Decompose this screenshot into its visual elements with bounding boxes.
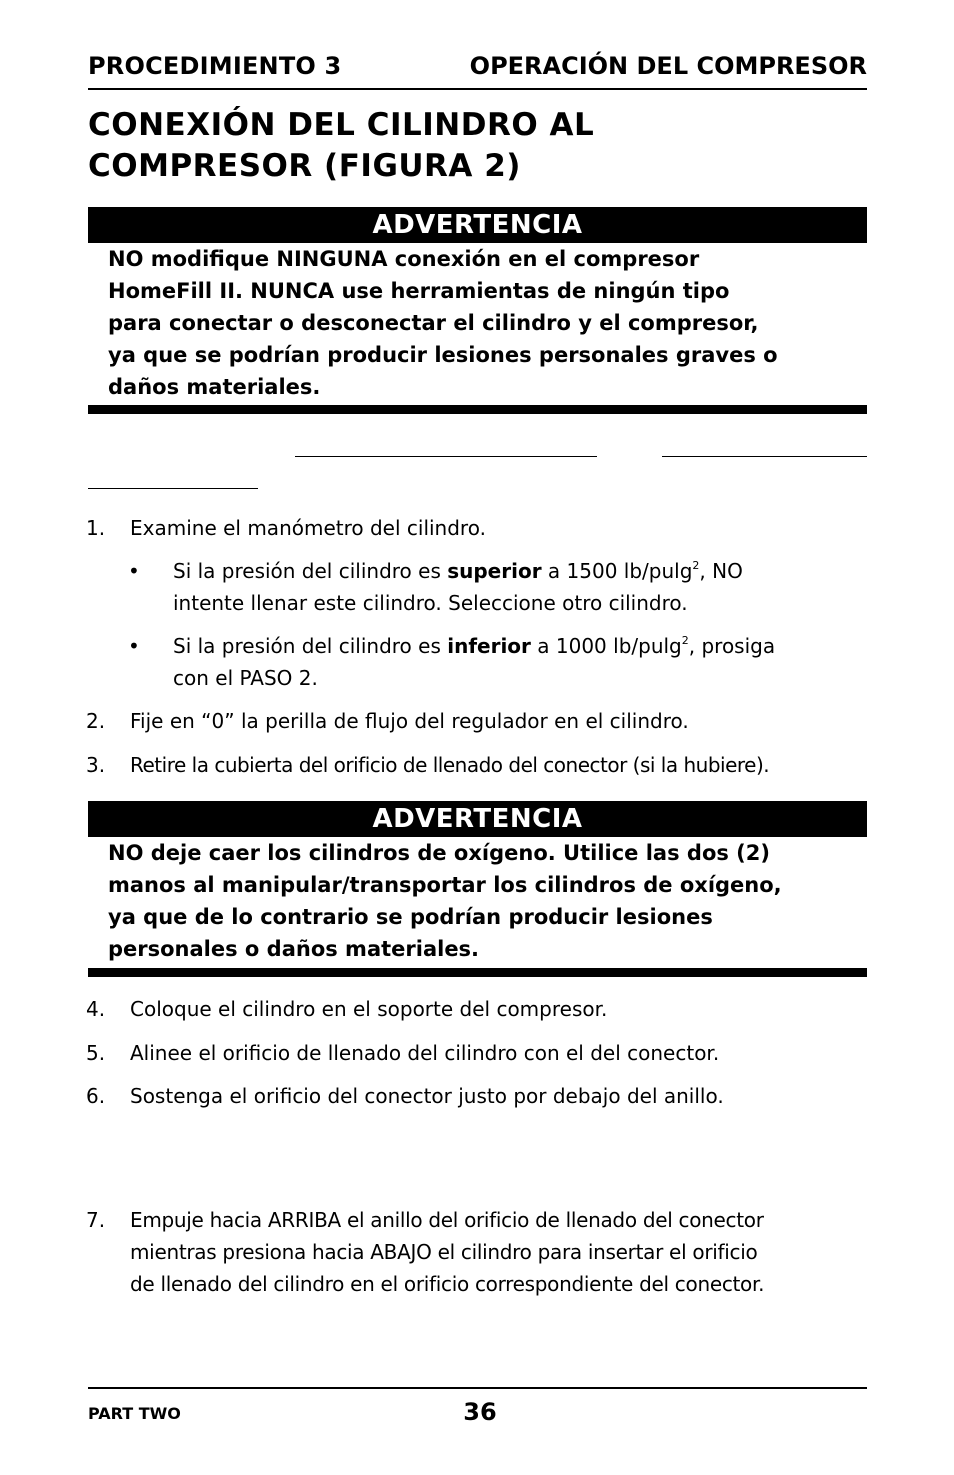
warning-1-line-2: HomeFill II. NUNCA use herramientas de ningún tipo: [108, 279, 730, 303]
page-number: 36: [463, 1398, 497, 1426]
step-text: [130, 1204, 876, 1300]
bullet-dot: •: [128, 634, 140, 658]
bullet-text-post: , prosiga: [688, 634, 776, 658]
warning-2-line-2: manos al manipular/transportar los cilindros de oxígeno,: [108, 873, 782, 897]
step-text: Retire la cubierta del orificio de llenado del conector (si la hubiere).: [130, 753, 770, 777]
warning-text-2: [108, 837, 848, 965]
bullet-text-line-2: con el PASO 2.: [173, 666, 318, 690]
page-title: [88, 105, 867, 187]
warning-1-line-5: daños materiales.: [108, 375, 321, 399]
bullet-text: [173, 555, 853, 619]
bullet-text-pre: Si la presión del cilindro es: [173, 634, 448, 658]
step-text: Alinee el orificio de llenado del cilindro con el del conector.: [130, 1041, 720, 1065]
bullet-text-mid: a 1000 lb/pulg: [530, 634, 682, 658]
step-number: 4.: [86, 997, 106, 1021]
warning-banner-1: ADVERTENCIA: [88, 207, 867, 243]
section-label: PROCEDIMIENTO 3: [88, 52, 342, 80]
bullet-text-line-2: intente llenar este cilindro. Seleccione otro cilindro.: [173, 591, 688, 615]
bullet-text: [173, 630, 853, 694]
warning-text-1: [108, 243, 848, 403]
step-text: Examine el manómetro del cilindro.: [130, 516, 486, 540]
blank-underline-1: [295, 456, 597, 457]
step-text: Coloque el cilindro en el soporte del compresor.: [130, 997, 608, 1021]
step-number: 6.: [86, 1084, 106, 1108]
superscript: 2: [692, 559, 700, 572]
warning-1-line-1: NO modifique NINGUNA conexión en el compresor: [108, 247, 700, 271]
page-title-line-2: COMPRESOR (FIGURA 2): [88, 148, 521, 184]
bullet-text-bold: inferior: [447, 634, 531, 658]
bullet-text-mid: a 1500 lb/pulg: [541, 559, 693, 583]
step-number: 2.: [86, 709, 106, 733]
bullet-text-pre: Si la presión del cilindro es: [173, 559, 448, 583]
step-7-line-2: mientras presiona hacia ABAJO el cilindro para insertar el orificio: [130, 1240, 758, 1264]
warning-2-line-1: NO deje caer los cilindros de oxígeno. Utilice las dos (2): [108, 841, 770, 865]
warning-2-line-4: personales o daños materiales.: [108, 937, 480, 961]
warning-1-bottom-rule: [88, 405, 867, 414]
step-number: 7.: [86, 1208, 106, 1232]
superscript: 2: [681, 634, 689, 647]
footer-part-label: PART TWO: [88, 1404, 181, 1423]
blank-underline-3: [88, 488, 258, 489]
page-header: [88, 50, 867, 90]
warning-1-line-4: ya que se podrían producir lesiones personales graves o: [108, 343, 778, 367]
warning-2-bottom-rule: [88, 968, 867, 977]
warning-banner-2: ADVERTENCIA: [88, 801, 867, 837]
page-title-line-1: CONEXIÓN DEL CILINDRO AL: [88, 107, 595, 143]
bullet-text-bold: superior: [447, 559, 542, 583]
blank-underline-2: [662, 456, 867, 457]
step-7-line-1: Empuje hacia ARRIBA el anillo del orificio de llenado del conector: [130, 1208, 764, 1232]
step-number: 5.: [86, 1041, 106, 1065]
step-text: Sostenga el orificio del conector justo por debajo del anillo.: [130, 1084, 724, 1108]
footer-rule: [88, 1387, 867, 1389]
step-7-line-3: de llenado del cilindro en el orificio correspondiente del conector.: [130, 1272, 765, 1296]
step-number: 3.: [86, 753, 106, 777]
section-title: OPERACIÓN DEL COMPRESOR: [469, 52, 867, 80]
bullet-text-post: , NO: [699, 559, 743, 583]
warning-1-line-3: para conectar o desconectar el cilindro y el compresor,: [108, 311, 759, 335]
step-number: 1.: [86, 516, 106, 540]
warning-2-line-3: ya que de lo contrario se podrían producir lesiones: [108, 905, 713, 929]
bullet-dot: •: [128, 559, 140, 583]
step-text: Fije en “0” la perilla de flujo del regulador en el cilindro.: [130, 709, 689, 733]
